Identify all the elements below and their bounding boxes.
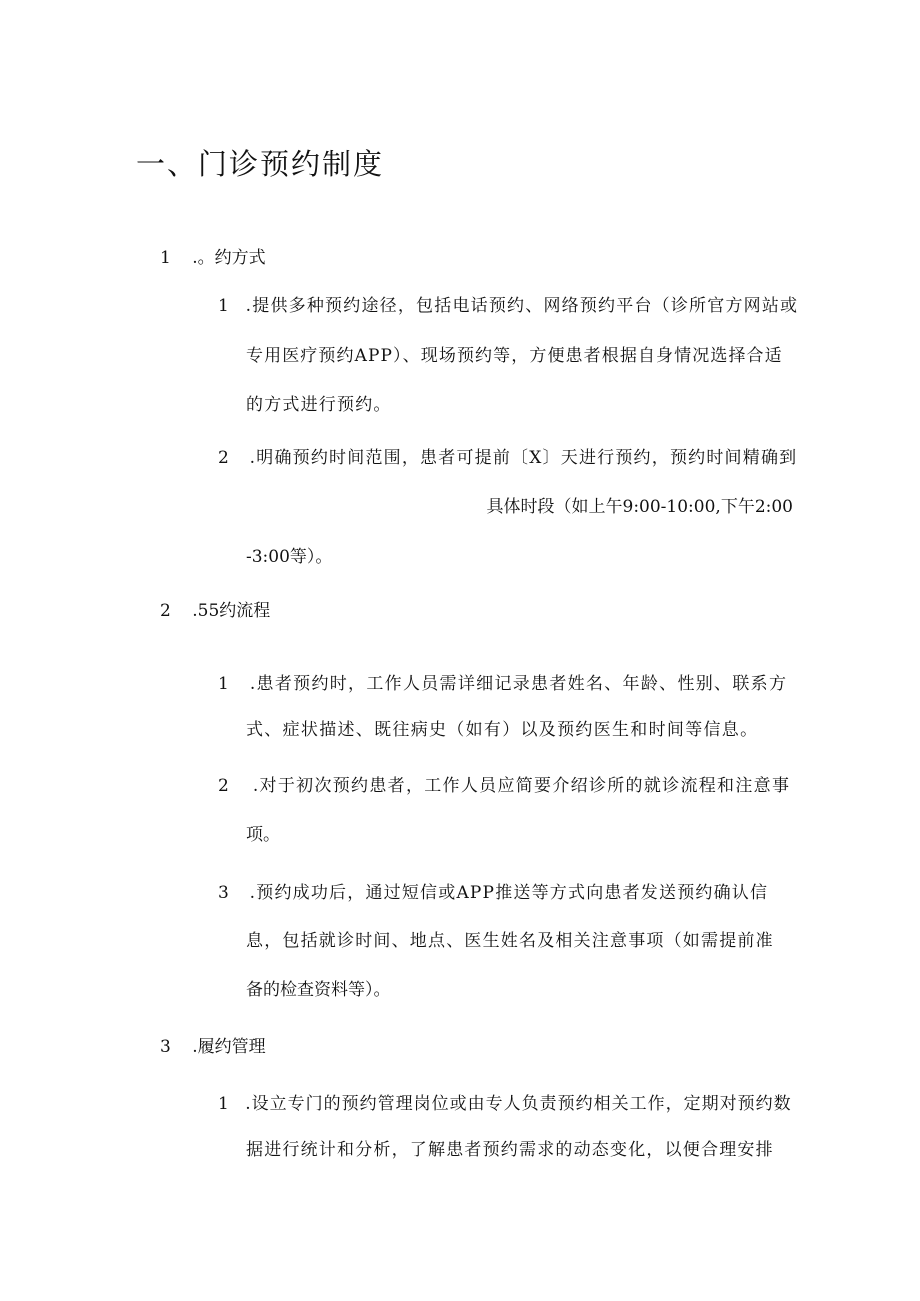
item-text: 具体时段（如上午9:00-10:00,下午2:00: [486, 497, 793, 517]
item-text: -3:00等）。: [246, 547, 333, 567]
section-heading: [160, 599, 270, 623]
section-number: 1: [160, 248, 171, 268]
item-text: .提供多种预约途径，包括电话预约、网络预约平台（诊所官方网站或: [245, 296, 799, 316]
section-heading: [160, 1035, 266, 1059]
list-item-line: [218, 774, 790, 798]
item-text: 专用医疗预约APP）、现场预约等，方便患者根据自身情况选择合适: [246, 346, 783, 366]
item-text: 项。: [246, 825, 280, 845]
list-item-line: [218, 1092, 792, 1116]
section-number: 3: [160, 1037, 171, 1057]
list-item-line: [218, 881, 768, 905]
section-title: .。约方式: [192, 248, 266, 268]
item-text: .患者预约时，工作人员需详细记录患者姓名、年龄、性别、联系方: [249, 674, 788, 694]
section-title: .55约流程: [192, 601, 271, 621]
page-title: 一、门诊预约制度: [136, 147, 385, 181]
list-item-line: [218, 446, 797, 470]
item-number: 1: [218, 1094, 230, 1114]
list-item-line: [218, 672, 787, 696]
list-item-line: [218, 294, 798, 318]
item-text: 据进行统计和分析，了解患者预约需求的动态变化，以便合理安排: [246, 1140, 774, 1160]
item-number: 1: [218, 674, 231, 694]
item-number: 2: [218, 448, 231, 468]
item-text: .预约成功后，通过短信或APP推送等方式向患者发送预约确认信: [249, 883, 769, 903]
section-number: 2: [160, 601, 171, 621]
item-number: 3: [218, 883, 231, 903]
item-text: 式、症状描述、既往病史（如有）以及预约医生和时间等信息。: [246, 720, 759, 740]
item-number: 1: [218, 296, 231, 316]
item-text: 息，包括就诊时间、地点、医生姓名及相关注意事项（如需提前准: [246, 931, 774, 951]
item-text: .对于初次预约患者，工作人员应简要介绍诊所的就诊流程和注意事: [252, 776, 791, 796]
item-text: .设立专门的预约管理岗位或由专人负责预约相关工作，定期对预约数: [245, 1094, 792, 1114]
item-text: .明确预约时间范围，患者可提前〔X〕天进行预约，预约时间精确到: [249, 448, 798, 468]
section-title: .履约管理: [192, 1037, 266, 1057]
section-heading: [160, 246, 266, 270]
item-text: 备的检查资料等）。: [246, 980, 391, 1000]
item-number: 2: [218, 776, 231, 796]
item-text: 的方式进行预约。: [246, 395, 392, 415]
